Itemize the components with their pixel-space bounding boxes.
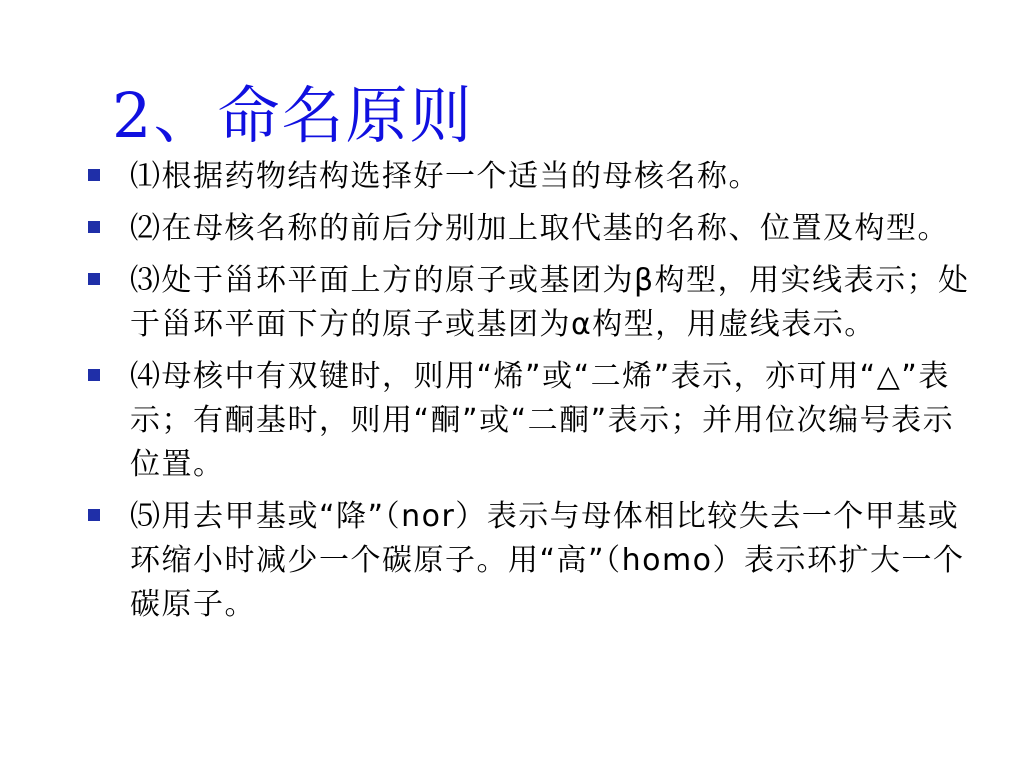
bullet-item-4: [86, 355, 976, 487]
bullet-text-1: ⑴根据药物结构选择好一个适当的母核名称。: [130, 159, 760, 194]
bullet-text-2: ⑵在母核名称的前后分别加上取代基的名称、位置及构型。: [130, 211, 949, 246]
square-bullet-icon: [88, 221, 100, 233]
bullet-item-1: [86, 155, 976, 199]
bullet-text-3: ⑶处于甾环平面上方的原子或基团为β构型，用实线表示；处于甾环平面下方的原子或基团为α构型，用虚线表示。: [130, 263, 970, 342]
square-bullet-icon: [88, 273, 100, 285]
bullet-list: [86, 155, 976, 635]
bullet-item-2: [86, 207, 976, 251]
slide-title: 2、命名原则: [112, 79, 474, 152]
bullet-text-4: ⑷母核中有双键时，则用“烯”或“二烯”表示，亦可用“△”表示；有酮基时，则用“酮”或“二酮”表示；并用位次编号表示位置。: [130, 359, 955, 482]
bullet-text-5: ⑸用去甲基或“降”（nor）表示与母体相比较失去一个甲基或环缩小时减少一个碳原子。用“高”（homo）表示环扩大一个碳原子。: [130, 499, 965, 622]
square-bullet-icon: [88, 169, 100, 181]
square-bullet-icon: [88, 369, 100, 381]
bullet-item-3: [86, 259, 976, 347]
square-bullet-icon: [88, 509, 100, 521]
bullet-item-5: [86, 495, 976, 627]
